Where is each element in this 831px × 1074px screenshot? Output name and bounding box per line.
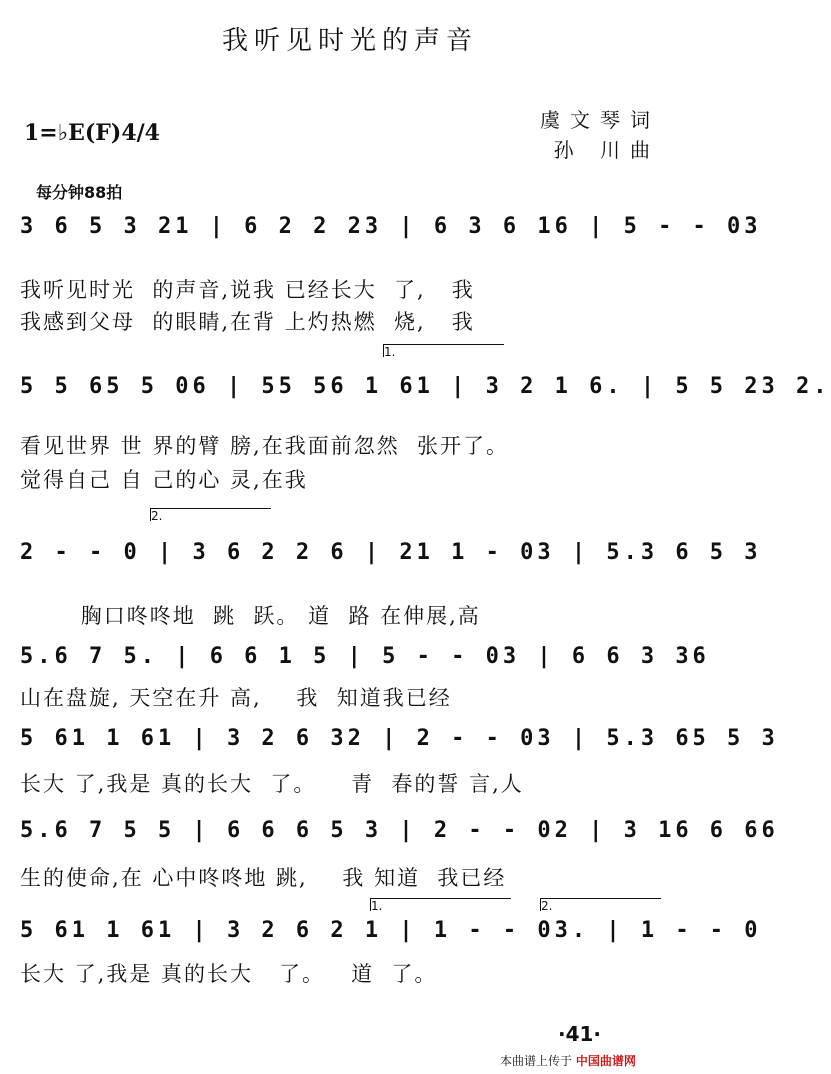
lyric-row-2-verse-2: 觉得自己 自 己的心 灵,在我 <box>20 468 308 492</box>
volta-bracket <box>370 898 511 911</box>
notation-row-1: 3 6 5 3 21 | 6 2 2 23 | 6 3 6 16 | 5 - - 03 <box>20 214 762 239</box>
lyric-row-2-verse-1: 看见世界 世 界的臂 膀,在我面前忽然 张开了。 <box>20 434 510 458</box>
lyric-row-7: 长大 了,我是 真的长大 了。 道 了。 <box>20 962 438 986</box>
lyricist: 虞文琴词 <box>540 108 660 132</box>
volta-2-label: 2. <box>541 899 553 913</box>
volta-bracket <box>150 508 271 521</box>
volta-1-label: 1. <box>371 899 383 913</box>
notation-row-3: 2 - - 0 | 3 6 2 2 6 | 21 1 - 03 | 5.3 6 5 3 <box>20 540 762 565</box>
lyric-row-6: 生的使命,在 心中咚咚地 跳, 我 知道 我已经 <box>20 866 507 890</box>
lyric-row-1-verse-2: 我感到父母 的眼睛,在背 上灼热燃 烧, 我 <box>20 310 475 334</box>
notation-row-6: 5.6 7 5 5 | 6 6 6 5 3 | 2 - - 02 | 3 16 6 66 <box>20 818 779 843</box>
lyric-row-4: 山在盘旋, 天空在升 高, 我 知道我已经 <box>20 686 452 710</box>
key-signature: 1=♭E(F)4/4 <box>24 120 160 146</box>
volta-2-label: 2. <box>151 509 163 523</box>
composer: 孙 川曲 <box>553 138 660 162</box>
page-number: ·41· <box>558 1022 602 1046</box>
notation-row-4: 5.6 7 5. | 6 6 1 5 | 5 - - 03 | 6 6 3 36 <box>20 644 710 669</box>
notation-row-5: 5 61 1 61 | 3 2 6 32 | 2 - - 03 | 5.3 65 5 3 <box>20 726 779 751</box>
lyric-row-3: 胸口咚咚地 跳 跃。 道 路 在伸展,高 <box>20 604 481 628</box>
lyric-row-5: 长大 了,我是 真的长大 了。 青 春的誓 言,人 <box>20 772 524 796</box>
volta-1-label: 1. <box>384 345 396 359</box>
volta-bracket <box>540 898 661 911</box>
lyric-row-1-verse-1: 我听见时光 的声音,说我 已经长大 了, 我 <box>20 278 475 302</box>
site-brand: 中国曲谱网 <box>575 1054 636 1068</box>
notation-row-7: 5 61 1 61 | 3 2 6 2 1 | 1 - - 03. | 1 - - 0 <box>20 918 762 943</box>
song-title: 我听见时光的声音 <box>221 26 478 56</box>
upload-credit-text: 本曲谱上传于 <box>500 1054 573 1068</box>
upload-credit <box>500 1052 636 1069</box>
volta-bracket <box>383 344 504 357</box>
notation-row-2: 5 5 65 5 06 | 55 56 1 61 | 3 2 1 6. | 5 5 23 2. <box>20 374 831 399</box>
tempo-marking: 每分钟88拍 <box>36 183 123 202</box>
